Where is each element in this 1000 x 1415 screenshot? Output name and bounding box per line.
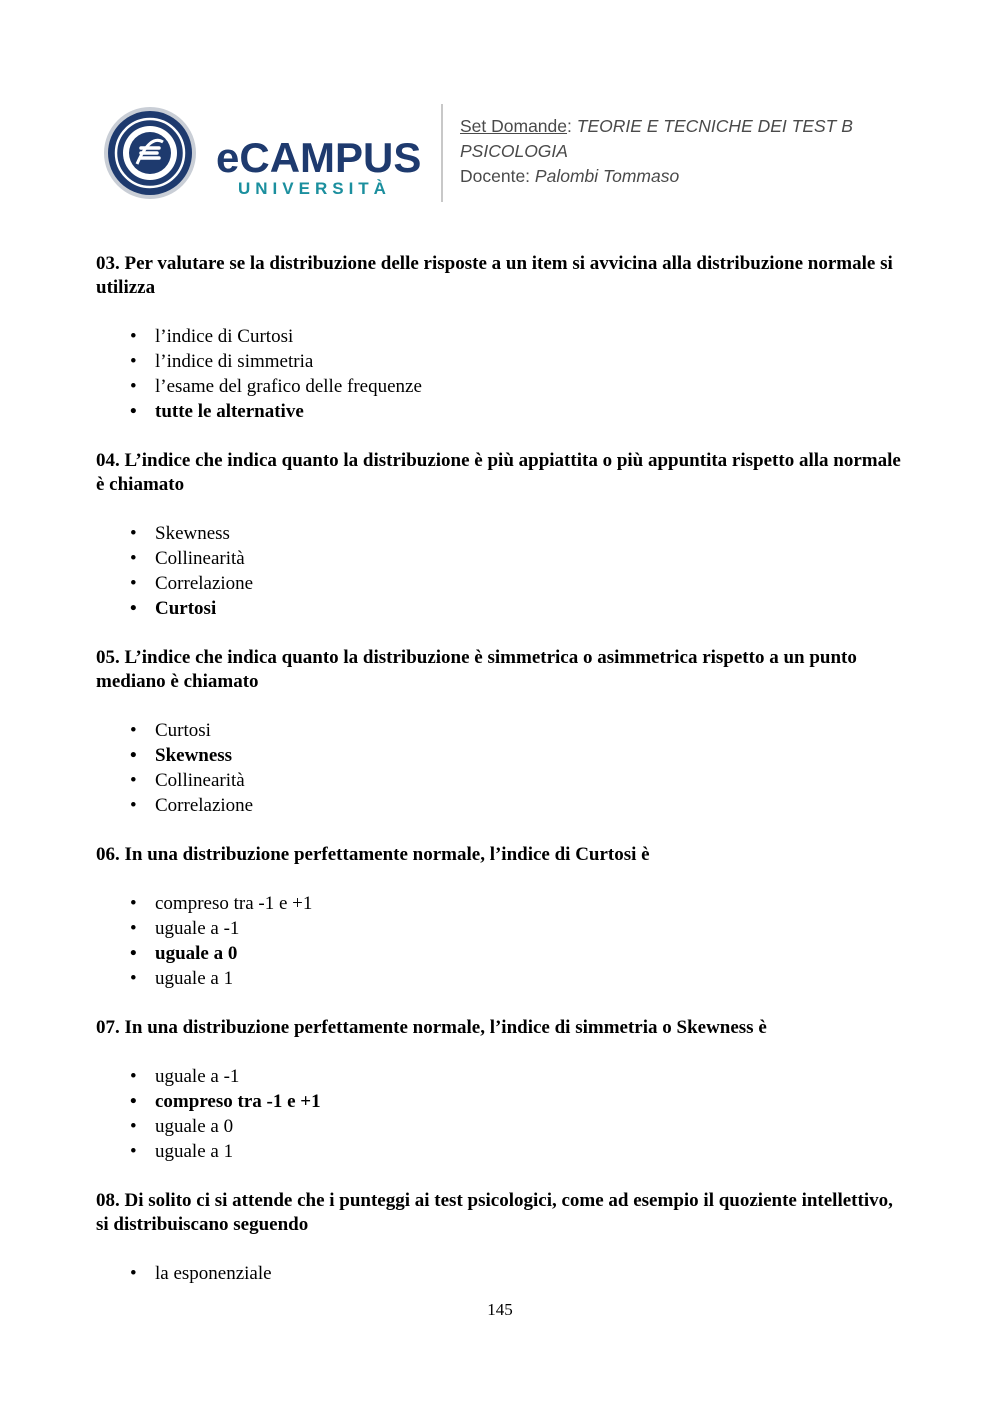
bullet-icon: • xyxy=(130,1091,137,1112)
answer-text: Collinearità xyxy=(155,548,245,569)
answer-text: l’indice di Curtosi xyxy=(155,326,294,347)
answer-text: uguale a -1 xyxy=(155,1066,240,1087)
logo-word: eCAMPUS xyxy=(216,134,422,181)
question-title: 06. In una distribuzione perfettamente normale, l’indice di Curtosi è xyxy=(96,844,650,865)
bullet-icon: • xyxy=(130,720,137,741)
bullet-icon: • xyxy=(130,770,137,791)
answer-item xyxy=(96,349,908,374)
question-title: 07. In una distribuzione perfettamente normale, l’indice di simmetria o Skewness è xyxy=(96,1017,767,1038)
answer-item xyxy=(96,768,908,793)
answer-text: tutte le alternative xyxy=(155,401,304,422)
question-block xyxy=(96,252,908,424)
bullet-icon: • xyxy=(130,1066,137,1087)
answer-text: Collinearità xyxy=(155,770,245,791)
answer-item-correct xyxy=(96,1089,908,1114)
set-value-line2: PSICOLOGIA xyxy=(460,141,568,161)
answer-item xyxy=(96,916,908,941)
bullet-icon: • xyxy=(130,893,137,914)
answer-text: uguale a 1 xyxy=(155,968,234,989)
bullet-icon: • xyxy=(130,943,137,964)
question-block xyxy=(96,646,908,818)
bullet-icon: • xyxy=(130,351,137,372)
answer-text: compreso tra -1 e +1 xyxy=(155,893,313,914)
question-title: 08. Di solito ci si attende che i punteggi ai test psicologici, come ad esempio il quoziente intellettivo, si distribuiscano seguendo xyxy=(96,1190,893,1235)
answer-item-correct xyxy=(96,399,908,424)
docente-label: Docente: xyxy=(460,166,531,186)
answer-item xyxy=(96,1064,908,1089)
question-title: 05. L’indice che indica quanto la distribuzione è simmetrica o asimmetrica rispetto a un punto mediano è chiamato xyxy=(96,647,857,692)
answer-text: uguale a 0 xyxy=(155,1116,234,1137)
answer-list xyxy=(96,324,908,424)
question-title: 04. L’indice che indica quanto la distribuzione è più appiattita o più appuntita rispetto alla normale è chiamato xyxy=(96,450,901,495)
docente-line xyxy=(460,164,853,189)
docente-value: Palombi Tommaso xyxy=(534,166,680,186)
set-label: Set Domande xyxy=(460,116,568,136)
answer-item xyxy=(96,546,908,571)
header-info xyxy=(460,114,853,189)
answer-text: Correlazione xyxy=(155,795,254,816)
question-block xyxy=(96,1016,908,1164)
answer-item-correct xyxy=(96,596,908,621)
answer-item-correct xyxy=(96,941,908,966)
answer-item-correct xyxy=(96,743,908,768)
answer-text: la esponenziale xyxy=(155,1263,272,1284)
answer-list xyxy=(96,1261,908,1286)
answer-list xyxy=(96,521,908,621)
answer-text: Curtosi xyxy=(155,720,211,741)
question-block xyxy=(96,1189,908,1286)
bullet-icon: • xyxy=(130,376,137,397)
answer-item xyxy=(96,718,908,743)
answer-item xyxy=(96,891,908,916)
answer-text: uguale a -1 xyxy=(155,918,240,939)
page-number: 145 xyxy=(487,1300,513,1319)
bullet-icon: • xyxy=(130,523,137,544)
answer-text: Skewness xyxy=(155,523,230,544)
answer-item xyxy=(96,793,908,818)
answer-text: Correlazione xyxy=(155,573,254,594)
ecampus-wordmark-logo xyxy=(216,134,431,196)
bullet-icon: • xyxy=(130,795,137,816)
answer-item xyxy=(96,966,908,991)
answer-text: Curtosi xyxy=(155,598,217,619)
logo-sub: UNIVERSITÀ xyxy=(238,179,391,196)
set-value: TEORIE E TECNICHE DEI TEST B xyxy=(576,116,853,136)
bullet-icon: • xyxy=(130,918,137,939)
bullet-icon: • xyxy=(130,573,137,594)
bullet-icon: • xyxy=(130,1116,137,1137)
answer-text: compreso tra -1 e +1 xyxy=(155,1091,321,1112)
set-line: Set Domande: TEORIE E TECNICHE DEI TEST B xyxy=(460,116,853,136)
questions-list xyxy=(96,252,908,1311)
bullet-icon: • xyxy=(130,326,137,347)
answer-text: l’indice di simmetria xyxy=(155,351,314,372)
answer-item xyxy=(96,1139,908,1164)
answer-item xyxy=(96,374,908,399)
answer-text: Skewness xyxy=(155,745,233,766)
question-block xyxy=(96,843,908,991)
answer-list xyxy=(96,718,908,818)
bullet-icon: • xyxy=(130,598,137,619)
answer-list xyxy=(96,1064,908,1164)
bullet-icon: • xyxy=(130,968,137,989)
answer-item xyxy=(96,324,908,349)
header-divider xyxy=(441,104,443,202)
bullet-icon: • xyxy=(130,745,137,766)
question-block xyxy=(96,449,908,621)
answer-text: uguale a 1 xyxy=(155,1141,234,1162)
bullet-icon: • xyxy=(130,1141,137,1162)
page-header xyxy=(103,104,903,204)
bullet-icon: • xyxy=(130,548,137,569)
answer-item xyxy=(96,1114,908,1139)
answer-text: uguale a 0 xyxy=(155,943,238,964)
answer-text: l’esame del grafico delle frequenze xyxy=(155,376,422,397)
question-title: 03. Per valutare se la distribuzione delle risposte a un item si avvicina alla distribuzione normale si utilizza xyxy=(96,253,893,298)
bullet-icon: • xyxy=(130,401,137,422)
answer-item xyxy=(96,521,908,546)
answer-item xyxy=(96,1261,908,1286)
ecampus-seal-logo xyxy=(103,106,197,200)
answer-item xyxy=(96,571,908,596)
bullet-icon: • xyxy=(130,1263,137,1284)
answer-list xyxy=(96,891,908,991)
